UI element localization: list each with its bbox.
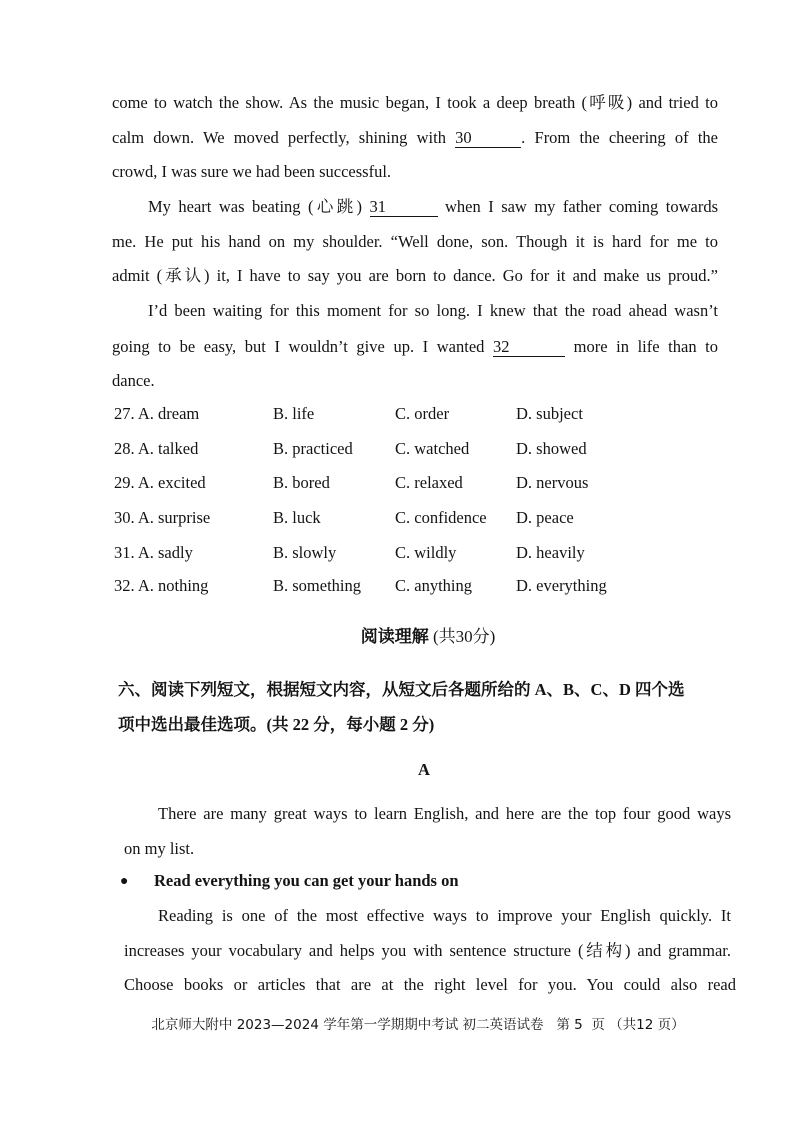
passage-line-7: I’d been waiting for this moment for so long. I knew that the road ahead wasn’t bbox=[148, 301, 718, 320]
passage-line-8 bbox=[112, 336, 718, 358]
section-title bbox=[28, 625, 800, 649]
option-d: D. subject bbox=[516, 404, 583, 423]
section-title-text: 阅读理解 bbox=[360, 627, 429, 646]
option-b: B. something bbox=[273, 576, 362, 595]
option-b: B. bored bbox=[273, 473, 330, 492]
passage-line-6: admit (承认) it, I have to say you are born to dance. Go for it and make us proud.” bbox=[112, 266, 718, 285]
passage-text: when I saw my father coming towards bbox=[445, 197, 718, 216]
blank-31: 31 bbox=[370, 198, 438, 217]
reading-line-4: increases your vocabulary and helps you with sentence structure (结构) and grammar. bbox=[124, 941, 731, 960]
option-b: B. practiced bbox=[273, 439, 353, 458]
option-c: C. relaxed bbox=[395, 473, 463, 492]
option-d: D. nervous bbox=[516, 473, 589, 492]
passage-text: more in life than to bbox=[573, 337, 718, 356]
option-a: 27. A. dream bbox=[114, 404, 200, 423]
option-b: B. life bbox=[273, 404, 315, 423]
reading-line-2: on my list. bbox=[124, 839, 195, 858]
passage-text: . From the cheering of the bbox=[521, 128, 718, 147]
option-a: 31. A. sadly bbox=[114, 543, 193, 562]
page-footer: 北京师大附中 2023—2024 学年第一学期期中考试 初二英语试卷 第 5 页 （共12 页） bbox=[151, 1017, 685, 1033]
option-b: B. slowly bbox=[273, 543, 337, 562]
option-a: 32. A. nothing bbox=[114, 576, 209, 595]
blank-30: 30 bbox=[455, 129, 521, 148]
passage-text: going to be easy, but I wouldn’t give up. I wanted bbox=[112, 337, 485, 356]
option-d: D. everything bbox=[516, 576, 607, 595]
option-c: C. anything bbox=[395, 576, 472, 595]
option-d: D. showed bbox=[516, 439, 587, 458]
section-points: (共30分) bbox=[432, 627, 496, 646]
passage-text: calm down. We moved perfectly, shining with bbox=[112, 128, 446, 147]
passage-line-9: dance. bbox=[112, 371, 155, 390]
reading-line-5: Choose books or articles that are at the right level for you. You could also read bbox=[124, 975, 736, 994]
passage-label: A bbox=[418, 760, 430, 779]
option-a: 29. A. excited bbox=[114, 473, 206, 492]
passage-text: My heart was beating (心跳) bbox=[148, 197, 363, 216]
passage-line-4 bbox=[148, 196, 718, 218]
section-instruction-line-2: 项中选出最佳选项。(共 22 分，每小题 2 分) bbox=[118, 715, 435, 734]
passage-line-5: me. He put his hand on my shoulder. “Well done, son. Though it is hard for me to bbox=[112, 232, 718, 251]
option-c: C. watched bbox=[395, 439, 470, 458]
option-c: C. order bbox=[395, 404, 450, 423]
passage-line-3: crowd, I was sure we had been successful. bbox=[112, 162, 392, 181]
option-a: 30. A. surprise bbox=[114, 508, 211, 527]
blank-32: 32 bbox=[493, 338, 565, 357]
option-c: C. wildly bbox=[395, 543, 457, 562]
option-d: D. peace bbox=[516, 508, 574, 527]
section-instruction-line-1: 六、阅读下列短文，根据短文内容，从短文后各题所给的 A、B、C、D 四个选 bbox=[118, 680, 685, 699]
reading-line-3: Reading is one of the most effective ways to improve your English quickly. It bbox=[158, 906, 731, 925]
option-b: B. luck bbox=[273, 508, 321, 527]
option-c: C. confidence bbox=[395, 508, 487, 527]
reading-heading-1: Read everything you can get your hands on bbox=[154, 871, 459, 890]
reading-line-1: There are many great ways to learn English, and here are the top four good ways bbox=[158, 804, 731, 823]
passage-line-2 bbox=[112, 127, 718, 149]
bullet-icon: ● bbox=[120, 874, 129, 889]
option-a: 28. A. talked bbox=[114, 439, 199, 458]
option-d: D. heavily bbox=[516, 543, 585, 562]
passage-line-1: come to watch the show. As the music began, I took a deep breath (呼吸) and tried to bbox=[112, 93, 718, 112]
